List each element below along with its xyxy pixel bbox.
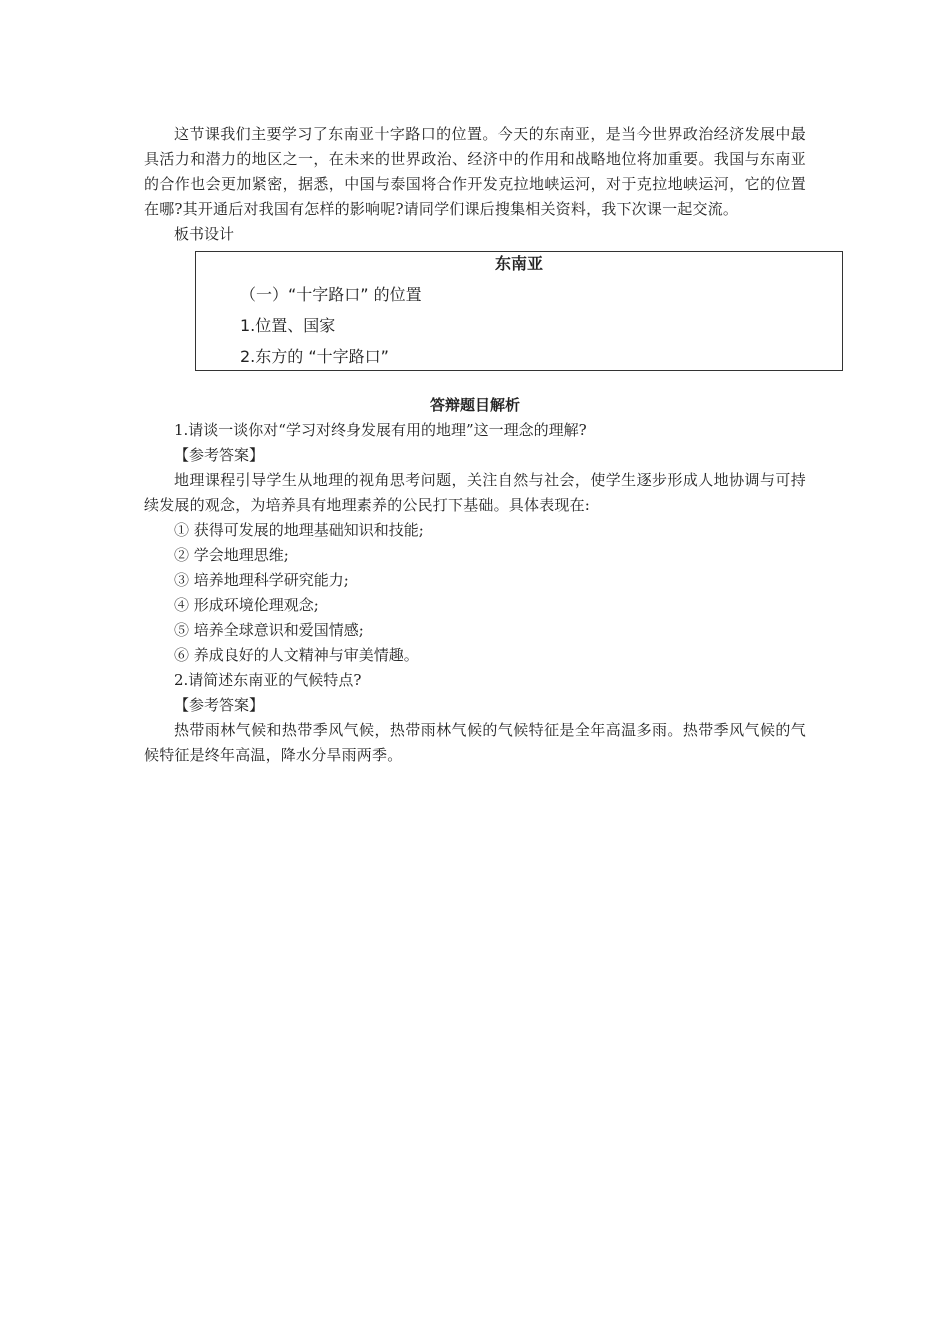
board-item-section: （一）“十字路口” 的位置 (240, 285, 422, 304)
answer-2: 热带雨林气候和热带季风气候，热带雨林气候的气候特征是全年高温多雨。热带季风气候的气候特征是终年高温，降水分旱雨两季。 (144, 721, 806, 764)
document-page (144, 122, 806, 768)
answer-1-point: ④ 形成环境伦理观念; (174, 596, 319, 614)
board-item-crossroads: 2.东方的 “十字路口” (240, 347, 389, 366)
board-design-box (195, 251, 843, 371)
intro-paragraph: 这节课我们主要学习了东南亚十字路口的位置。今天的东南亚，是当今世界政治经济发展中最具活力和潜力的地区之一，在未来的世界政治、经济中的作用和战略地位将加重要。我国与东南亚的合作也会更加紧密，据悉，中国与泰国将合作开发克拉地峡运河，对于克拉地峡运河，它的位置在哪?其开通后对我国有怎样的影响呢?请同学们课后搜集相关资料，我下次课一起交流。 (144, 125, 806, 218)
board-item-location: 1.位置、国家 (240, 316, 336, 335)
answer-label-2: 【参考答案】 (174, 696, 265, 714)
answer-1-point: ② 学会地理思维; (174, 546, 289, 564)
section-title: 答辩题目解析 (429, 396, 520, 414)
answer-1-intro: 地理课程引导学生从地理的视角思考问题，关注自然与社会，使学生逐步形成人地协调与可持续发展的观念，为培养具有地理素养的公民打下基础。具体表现在: (144, 471, 806, 514)
question-1: 1.请谈一谈你对“学习对终身发展有用的地理”这一理念的理解? (174, 421, 587, 439)
answer-1-point: ③ 培养地理科学研究能力; (174, 571, 349, 589)
answer-1-point: ⑥ 养成良好的人文精神与审美情趣。 (174, 646, 419, 664)
answer-1-point: ⑤ 培养全球意识和爱国情感; (174, 621, 364, 639)
board-title: 东南亚 (494, 254, 543, 273)
board-design-label: 板书设计 (174, 225, 235, 243)
answer-1-point: ① 获得可发展的地理基础知识和技能; (174, 521, 424, 539)
answer-label-1: 【参考答案】 (174, 446, 265, 464)
question-2: 2.请简述东南亚的气候特点? (174, 671, 362, 689)
